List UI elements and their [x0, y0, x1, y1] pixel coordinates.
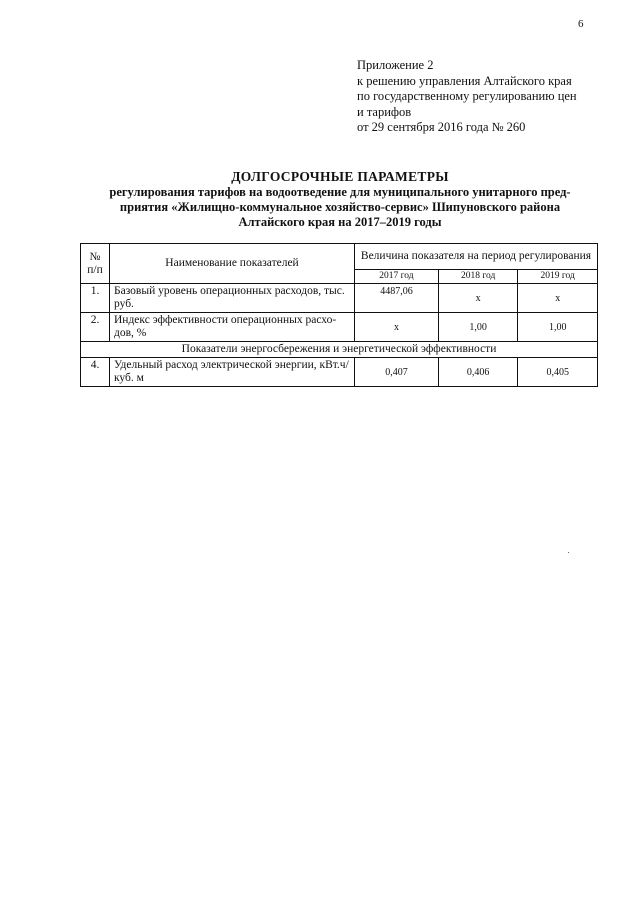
- row-name: Индекс эффективности операционных расхо-дов, %: [110, 313, 355, 342]
- header-year: 2017 год: [355, 270, 439, 284]
- row-num: 4.: [81, 358, 110, 387]
- row-num: 1.: [81, 284, 110, 313]
- header-num: № п/п: [81, 244, 110, 284]
- appendix-line: Приложение 2: [357, 58, 434, 72]
- header-name: Наименование показателей: [110, 244, 355, 284]
- row-num: 2.: [81, 313, 110, 342]
- row-value: х: [355, 313, 439, 342]
- appendix-line: по государственному регулированию цен: [357, 89, 577, 103]
- row-value: х: [518, 284, 598, 313]
- appendix-line: от 29 сентября 2016 года № 260: [357, 120, 526, 134]
- table-row: [81, 358, 598, 387]
- table-row: [81, 313, 598, 342]
- row-value: 4487,06: [355, 284, 439, 313]
- section-title: Показатели энергосбережения и энергетической эффективности: [81, 342, 598, 358]
- appendix-block: [357, 58, 577, 136]
- header-period: Величина показателя на период регулирования: [355, 244, 598, 270]
- table-header-row: [81, 244, 598, 270]
- title-main: ДОЛГОСРОЧНЫЕ ПАРАМЕТРЫ: [231, 169, 449, 184]
- title-line: Алтайского края на 2017–2019 годы: [238, 215, 442, 229]
- row-value: х: [438, 284, 518, 313]
- row-value: 1,00: [438, 313, 518, 342]
- page-number: 6: [578, 18, 584, 30]
- title-line: регулирования тарифов на водоотведение для муниципального унитарного пред-: [109, 185, 571, 199]
- header-year: 2019 год: [518, 270, 598, 284]
- table-section-row: [81, 342, 598, 358]
- table-row: [81, 284, 598, 313]
- document-title: [80, 169, 600, 230]
- appendix-line: к решению управления Алтайского края: [357, 73, 572, 88]
- appendix-line: и тарифов: [357, 104, 412, 119]
- row-value: 1,00: [518, 313, 598, 342]
- row-value: 0,407: [355, 358, 439, 387]
- title-line: приятия «Жилищно-коммунальное хозяйство-сервис» Шипуновского района: [119, 200, 561, 214]
- row-value: 0,406: [438, 358, 518, 387]
- row-value: 0,405: [518, 358, 598, 387]
- scan-speck: [568, 552, 569, 553]
- row-name: Базовый уровень операционных расходов, тыс. руб.: [110, 284, 355, 313]
- parameters-table: [80, 243, 598, 387]
- header-year: 2018 год: [438, 270, 518, 284]
- row-name: Удельный расход электрической энергии, кВт.ч/куб. м: [110, 358, 355, 387]
